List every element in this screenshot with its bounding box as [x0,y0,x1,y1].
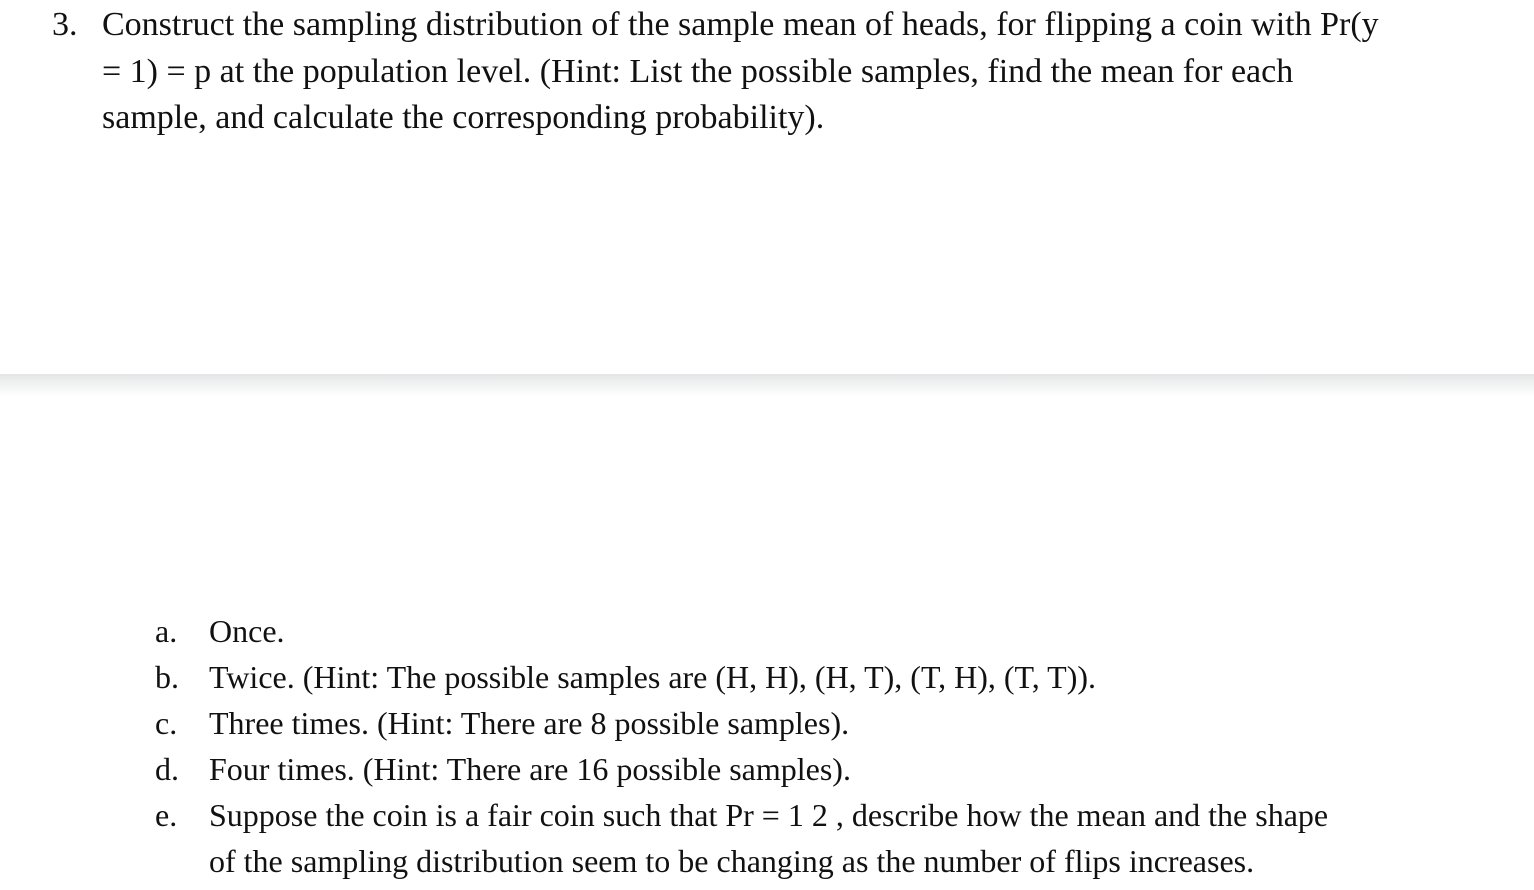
sub-question-text: Four times. (Hint: There are 16 possible samples). [209,751,851,787]
sub-question-e [155,792,1515,884]
sub-question-marker: e. [155,797,178,833]
sub-question-text: Once. [209,613,285,649]
sub-question-d [155,746,1515,792]
sub-question-a [155,608,1515,654]
question-number: 3. [52,6,78,43]
question-text [102,2,1402,142]
sub-question-marker: a. [155,613,178,649]
question-text-line: = 1) = p at the population level. (Hint: List the possible samples, find the mean for each [102,52,1294,90]
sub-question-text: Three times. (Hint: There are 8 possible samples). [209,705,850,741]
question-text-line: sample, and calculate the corresponding probability). [102,99,825,136]
question-text-line: Construct the sampling distribution of the sample mean of heads, for flipping a coin with Pr(y [102,6,1379,43]
sub-question-marker: b. [155,659,179,695]
sub-question-text: of the sampling distribution seem to be changing as the number of flips increases. [209,843,1255,879]
sub-question-text: Twice. (Hint: The possible samples are (H, H), (H, T), (T, H), (T, T)). [209,659,1096,695]
sub-question-c [155,700,1515,746]
sub-question-list [155,608,1515,884]
sub-question-b [155,654,1515,700]
page-break-divider [0,374,1534,396]
question-page-top [0,0,1534,374]
sub-question-marker: d. [155,751,179,787]
sub-question-text: Suppose the coin is a fair coin such that Pr = 1 2 , describe how the mean and the shape [209,797,1329,833]
sub-question-marker: c. [155,705,178,741]
